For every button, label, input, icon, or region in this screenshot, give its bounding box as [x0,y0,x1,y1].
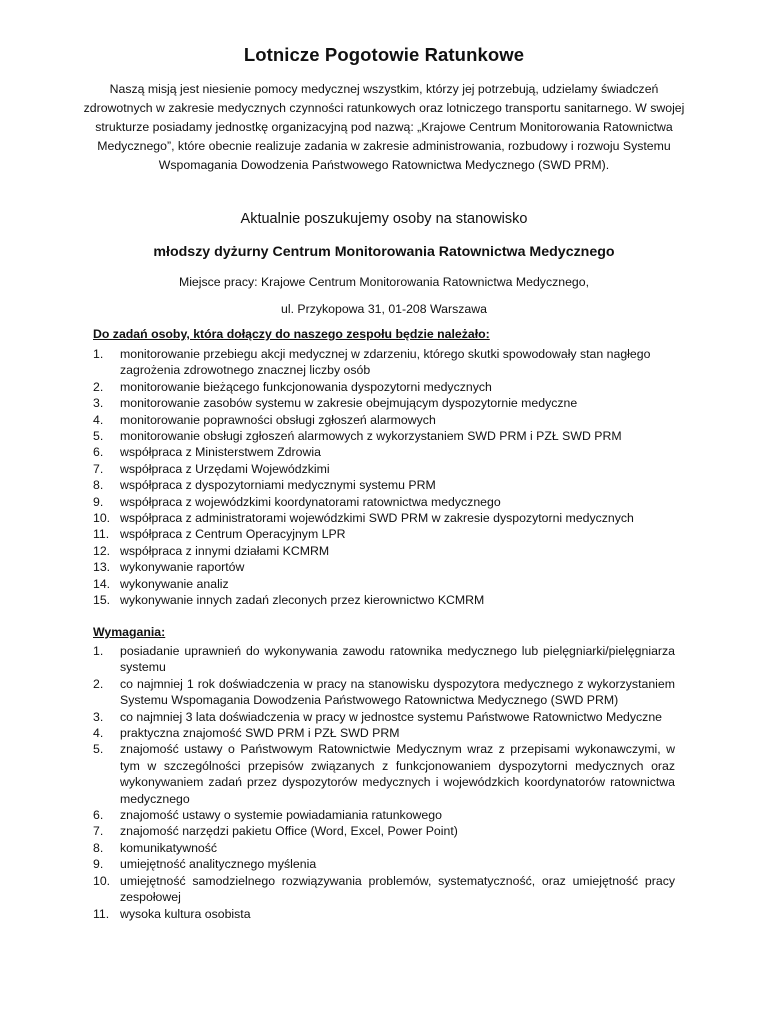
item-number: 7. [93,824,104,839]
item-text: wykonywanie innych zadań zleconych przez kierownictwo KCMRM [120,593,485,608]
item-text: monitorowanie poprawności obsługi zgłoszeń alarmowych [120,412,436,427]
tasks-heading: Do zadań osoby, która dołączy do naszego zespołu będzie należało: [93,327,490,341]
list-item [93,510,675,526]
item-number: 9. [93,857,104,872]
position-title: młodszy dyżurny Centrum Monitorowania Ratownictwa Medycznego [153,244,615,260]
item-number: 14. [93,576,111,591]
item-text: umiejętność analitycznego myślenia [120,857,317,872]
item-text: współpraca z wojewódzkimi koordynatorami ratownictwa medycznego [120,494,501,509]
item-text: współpraca z Centrum Operacyjnym LPR [120,527,346,542]
item-text: współpraca z dyspozytorniami medycznymi systemu PRM [120,478,436,493]
item-text: współpraca z Ministerstwem Zdrowia [120,445,321,460]
item-number: 3. [93,396,104,411]
item-text: monitorowanie bieżącego funkcjonowania dyspozytorni medycznych [120,379,492,394]
list-item [93,856,675,872]
list-item [93,379,675,395]
intro-paragraph: Naszą misją jest niesienie pomocy medycznej wszystkim, którzy jej potrzebują, udzielamy świadczeń zdrowotnych w zakresie medycznych czynności ratunkowych oraz lotniczego transportu sanitarnego. W swojej strukturze posiadamy jednostkę organizacyjną pod nazwą: „Krajowe Centrum Monitorowania Ratownictwa Medycznego”, które obecnie realizuje zadania w zakresie administrowania, rozbudowy i rozwoju Systemu Wspomagania Dowodzenia Państwowego Ratownictwa Medycznego (SWD PRM). [83,82,685,172]
item-number: 2. [93,379,104,394]
search-heading: Aktualnie poszukujemy osoby na stanowisko [240,211,528,227]
list-item [93,873,675,906]
document-title: Lotnicze Pogotowie Ratunkowe [243,44,525,65]
item-text: co najmniej 3 lata doświadczenia w pracy w jednostce systemu Państwowe Ratownictwo Medyczne [120,709,662,724]
item-text: wysoka kultura osobista [120,906,251,921]
item-text: komunikatywność [120,840,218,855]
list-item [93,741,675,807]
list-item [93,494,675,510]
item-text: wykonywanie raportów [120,560,245,575]
list-item [93,412,675,428]
item-text: współpraca z administratorami wojewódzkimi SWD PRM w zakresie dyspozytorni medycznych [120,511,634,526]
list-item [93,428,675,444]
list-item [93,543,675,559]
list-item [93,526,675,542]
requirements-list [93,643,675,922]
list-item [93,395,675,411]
item-text: praktyczna znajomość SWD PRM i PZŁ SWD PRM [120,726,400,741]
item-text: posiadanie uprawnień do wykonywania zawodu ratownika medycznego lub pielęgniarki/pielęgniarza systemu [120,644,675,675]
item-text: monitorowanie zasobów systemu w zakresie obejmującym dyspozytornie medyczne [120,396,578,411]
list-item [93,823,675,839]
item-text: monitorowanie przebiegu akcji medycznej w zdarzeniu, którego skutki spowodowały stan nagłego zagrożenia zdrowotnego znacznej liczby osób [120,347,651,378]
item-text: znajomość ustawy o Państwowym Ratownictwie Medycznym wraz z przepisami wykonawczymi, w tym w szczególności przepisów związanych z funkcjonowaniem dyspozytorni medycznych oraz wykonywaniem zadań przez dyspozytorów medycznych i wojewódzkich koordynatorów ratownictwa medycznego [120,742,675,806]
workplace-address: ul. Przykopowa 31, 01-208 Warszawa [281,302,487,316]
list-item [93,807,675,823]
item-text: współpraca z Urzędami Wojewódzkimi [120,461,330,476]
item-text: monitorowanie obsługi zgłoszeń alarmowych z wykorzystaniem SWD PRM i PZŁ SWD PRM [120,429,622,444]
item-number: 11. [93,527,110,542]
item-number: 7. [93,461,104,476]
item-number: 15. [93,593,111,608]
item-number: 4. [93,412,104,427]
item-number: 11. [93,906,110,921]
list-item [93,444,675,460]
item-number: 1. [93,644,104,658]
list-item [93,346,675,379]
item-number: 3. [93,709,104,724]
item-text: współpraca z innymi działami KCMRM [120,543,330,558]
item-number: 8. [93,478,104,493]
list-item [93,477,675,493]
item-number: 5. [93,429,104,444]
list-item [93,559,675,575]
list-item [93,840,675,856]
list-item [93,643,675,676]
list-item [93,461,675,477]
item-number: 6. [93,445,104,460]
item-number: 8. [93,840,104,855]
item-number: 12. [93,543,111,558]
list-item [93,576,675,592]
item-number: 4. [93,726,104,741]
list-item [93,709,675,725]
item-number: 13. [93,560,111,575]
item-number: 10. [93,873,111,888]
item-number: 2. [93,676,104,691]
item-number: 6. [93,808,104,823]
item-number: 1. [93,347,104,361]
item-text: znajomość ustawy o systemie powiadamiania ratunkowego [120,808,442,823]
item-number: 9. [93,494,104,509]
requirements-heading: Wymagania: [93,625,166,639]
item-text: wykonywanie analiz [120,576,229,591]
list-item [93,906,675,922]
list-item [93,676,675,709]
item-number: 5. [93,742,104,757]
list-item [93,725,675,741]
item-number: 10. [93,511,111,526]
item-text: umiejętność samodzielnego rozwiązywania problemów, systematyczność, oraz umiejętność pracy zespołowej [120,873,675,905]
item-text: znajomość narzędzi pakietu Office (Word, Excel, Power Point) [120,824,458,839]
workplace-line-1: Miejsce pracy: Krajowe Centrum Monitorowania Ratownictwa Medycznego, [178,275,590,289]
list-item [93,592,675,608]
tasks-list [93,346,675,609]
item-text: co najmniej 1 rok doświadczenia w pracy na stanowisku dyspozytora medycznego z wykorzystaniem Systemu Wspomagania Dowodzenia Państwowego Ratownictwa Medycznego (SWD PRM) [120,676,675,708]
